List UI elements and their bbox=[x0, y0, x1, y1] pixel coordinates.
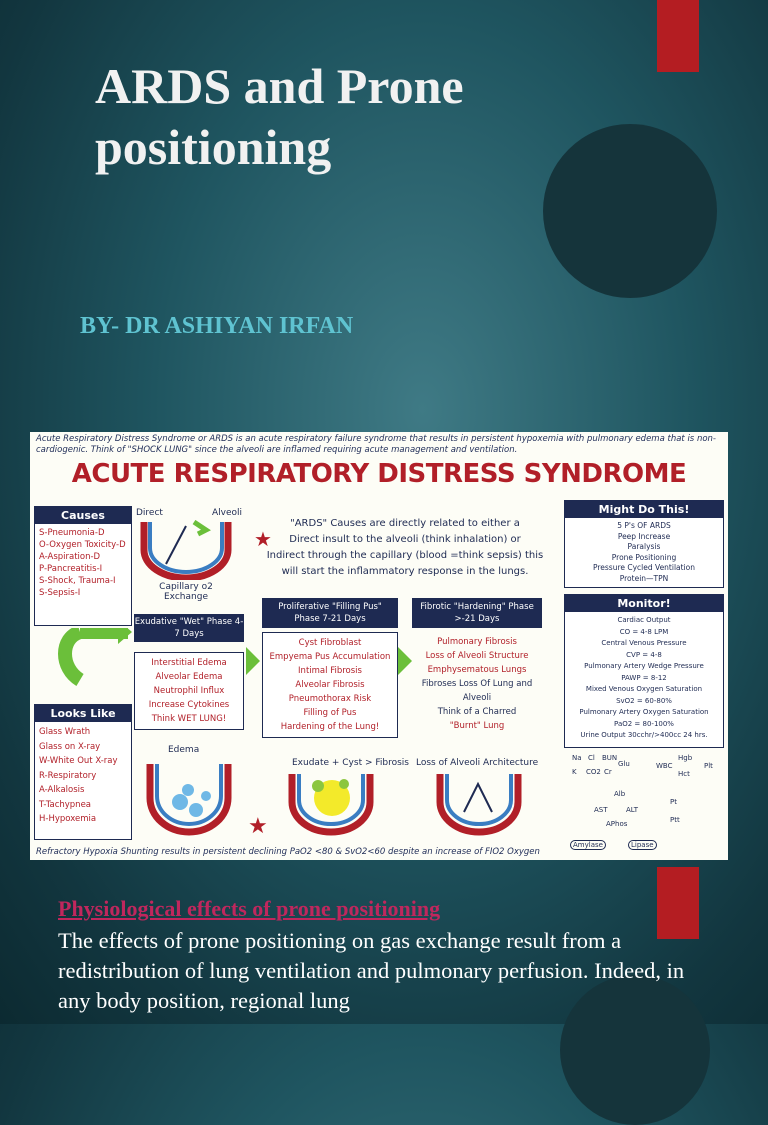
lab-label: Plt bbox=[704, 762, 713, 770]
ards-causes-explanation bbox=[245, 516, 565, 580]
list-item: SvO2 = 60-80% bbox=[616, 696, 672, 705]
looks-like-title: Looks Like bbox=[35, 705, 131, 722]
list-item: Emphysematous Lungs bbox=[427, 665, 527, 675]
lab-label: Glu bbox=[618, 760, 630, 768]
lab-label: CO2 bbox=[586, 768, 601, 776]
lab-label: Ptt bbox=[670, 816, 680, 824]
lab-label: Na bbox=[572, 754, 582, 762]
phase-list bbox=[134, 652, 244, 730]
lab-label: K bbox=[572, 768, 577, 776]
list-item: Interstitial Edema bbox=[151, 658, 227, 668]
list-item: Think of a Charred bbox=[437, 707, 517, 717]
list-item: Urine Output 30cchr/>400cc 24 hrs. bbox=[580, 731, 708, 739]
top-red-bar bbox=[657, 0, 699, 72]
capillary-label: Capillary o2 Exchange bbox=[159, 582, 213, 602]
lab-label: BUN bbox=[602, 754, 618, 762]
list-item: Cardiac Output bbox=[617, 616, 671, 624]
phase-title: Proliferative "Filling Pus" Phase 7-21 Days bbox=[262, 598, 398, 628]
author-byline: BY- DR ASHIYAN IRFAN bbox=[80, 313, 354, 339]
collapsed-alveoli-icon bbox=[434, 772, 524, 838]
list-item: S-Shock, Trauma-I bbox=[39, 576, 116, 586]
list-item: Pulmonary Fibrosis bbox=[437, 637, 517, 647]
list-item: "Burnt" Lung bbox=[449, 721, 505, 731]
lab-label: ALT bbox=[626, 806, 639, 814]
list-item: Peep Increase bbox=[617, 531, 671, 541]
looks-like-box bbox=[34, 704, 132, 840]
lab-label: Hct bbox=[678, 770, 690, 778]
list-item: Filling of Pus bbox=[303, 708, 357, 718]
list-item: T-Tachypnea bbox=[39, 799, 92, 810]
lab-label: APhos bbox=[606, 820, 628, 828]
list-item: Pressure Cycled Ventilation bbox=[592, 563, 696, 572]
direct-label: Direct bbox=[136, 508, 163, 518]
infographic-footer: Refractory Hypoxia Shunting results in persistent declining PaO2 <80 & SvO2<60 despite an increase of FIO2 Oxygen bbox=[36, 847, 540, 857]
list-item: W-White Out X-ray bbox=[39, 756, 118, 766]
phase-list bbox=[412, 632, 542, 736]
loss-architecture-label: Loss of Alveoli Architecture bbox=[416, 758, 539, 768]
list-item: PaO2 = 80-100% bbox=[614, 719, 674, 728]
phase-title: Fibrotic "Hardening" Phase >-21 Days bbox=[412, 598, 542, 628]
edema-alveoli-icon bbox=[144, 762, 234, 838]
phase-title: Exudative "Wet" Phase 4-7 Days bbox=[134, 614, 244, 642]
causes-line: "ARDS" Causes are directly related to either a bbox=[290, 518, 520, 529]
body-paragraph: The effects of prone positioning on gas exchange result from a redistribution of lung ventilation and pulmonary perfusion. Indeed, in any body position, regional lung bbox=[58, 928, 685, 1013]
monitor-title: Monitor! bbox=[565, 595, 723, 612]
looks-like-list bbox=[35, 722, 131, 830]
lab-label: Cl bbox=[588, 754, 595, 762]
causes-title: Causes bbox=[35, 507, 131, 524]
list-item: Intimal Fibrosis bbox=[298, 666, 362, 676]
causes-box bbox=[34, 506, 132, 626]
infographic-intro: Acute Respiratory Distress Syndrome or ARDS is an acute respiratory failure syndrome that results in persistent hypoxemia with pulmonary edema that is non-cardiogenic. Think of "SHOCK LUNG" since the alveoli are inflamed requiring acute management and ventilation. bbox=[36, 434, 716, 455]
list-item: Mixed Venous Oxygen Saturation bbox=[585, 685, 703, 693]
proliferative-phase bbox=[262, 598, 398, 738]
monitor-box bbox=[564, 594, 724, 748]
might-do-box bbox=[564, 500, 724, 588]
lab-values-fishbone bbox=[566, 750, 722, 856]
section-heading: Physiological effects of prone positioning bbox=[58, 896, 441, 921]
green-connector-arrow bbox=[40, 628, 132, 698]
alveoli-diagram-icon bbox=[136, 520, 236, 580]
list-item: H-Hypoxemia bbox=[39, 814, 97, 824]
infographic-banner: ACUTE RESPIRATORY DISTRESS SYNDROME bbox=[71, 459, 687, 489]
list-item: Cyst Fibroblast bbox=[298, 638, 362, 648]
list-item: Neutrophil Influx bbox=[153, 686, 225, 696]
list-item: Loss of Alveoli Structure bbox=[425, 651, 529, 661]
list-item: Central Venous Pressure bbox=[601, 639, 687, 647]
list-item: Protein—TPN bbox=[619, 573, 669, 583]
list-item: 5 P's OF ARDS bbox=[617, 521, 671, 530]
lab-label: Pt bbox=[670, 798, 677, 806]
list-item: Increase Cytokines bbox=[148, 700, 230, 710]
list-item: O-Oxygen Toxicity-D bbox=[39, 540, 126, 550]
exudate-label: Exudate + Cyst > Fibrosis bbox=[292, 758, 409, 768]
might-do-title: Might Do This! bbox=[565, 501, 723, 518]
fibrosis-alveoli-icon bbox=[286, 772, 376, 838]
lab-label: WBC bbox=[656, 762, 673, 770]
list-item: CVP = 4-8 bbox=[626, 650, 662, 659]
monitor-list bbox=[565, 612, 723, 745]
alveoli-label: Alveoli bbox=[212, 508, 243, 518]
star-icon: ★ bbox=[254, 527, 272, 551]
list-item: Prone Positioning bbox=[611, 552, 677, 562]
list-item: Fibroses Loss Of Lung and Alveoli bbox=[421, 679, 533, 703]
list-item: Glass Wrath bbox=[39, 727, 91, 737]
list-item: P-Pancreatitis-I bbox=[39, 564, 103, 574]
edema-label: Edema bbox=[168, 745, 200, 755]
exudative-phase bbox=[134, 614, 244, 730]
list-item: Pulmonary Artery Wedge Pressure bbox=[584, 662, 704, 670]
list-item: Paralysis bbox=[627, 542, 661, 551]
star-icon: ★ bbox=[248, 814, 268, 839]
list-item: A-Alkalosis bbox=[39, 785, 85, 795]
list-item: S-Sepsis-I bbox=[39, 588, 81, 598]
phase-arrow bbox=[398, 647, 412, 675]
causes-line: Indirect through the capillary (blood =think sepsis) this bbox=[266, 550, 544, 561]
lab-label: Cr bbox=[604, 768, 612, 776]
list-item: S-Pneumonia-D bbox=[39, 528, 105, 538]
list-item: Pulmonary Artery Oxygen Saturation bbox=[579, 708, 709, 716]
lab-label: Alb bbox=[614, 790, 626, 798]
slide-title: ARDS and Prone positioning bbox=[95, 58, 464, 175]
causes-line: will start the inflammatory response in the lungs. bbox=[281, 566, 529, 577]
lab-label: AST bbox=[594, 806, 608, 814]
lab-label: Amylase bbox=[570, 840, 606, 850]
lab-label: Hgb bbox=[678, 754, 693, 762]
list-item: PAWP = 8-12 bbox=[621, 673, 667, 682]
might-do-list bbox=[565, 518, 723, 587]
ards-infographic bbox=[30, 432, 728, 860]
list-item: R-Respiratory bbox=[39, 770, 97, 781]
list-item: Pneumothorax Risk bbox=[288, 694, 372, 704]
causes-list bbox=[35, 524, 131, 602]
lab-label: Lipase bbox=[628, 840, 657, 850]
list-item: CO = 4-8 LPM bbox=[619, 627, 669, 636]
list-item: Think WET LUNG! bbox=[151, 714, 227, 724]
phase-list bbox=[262, 632, 398, 738]
list-item: Alveolar Fibrosis bbox=[295, 680, 365, 690]
causes-line: Direct insult to the alveoli (think inhalation) or bbox=[289, 534, 521, 545]
list-item: Hardening of the Lung! bbox=[280, 722, 380, 732]
list-item: A-Aspiration-D bbox=[39, 552, 101, 562]
list-item: Glass on X-ray bbox=[39, 741, 101, 752]
list-item: Alveolar Edema bbox=[155, 672, 223, 682]
list-item: Empyema Pus Accumulation bbox=[269, 652, 391, 662]
fibrotic-phase bbox=[412, 598, 542, 736]
phase-arrow bbox=[246, 647, 260, 675]
